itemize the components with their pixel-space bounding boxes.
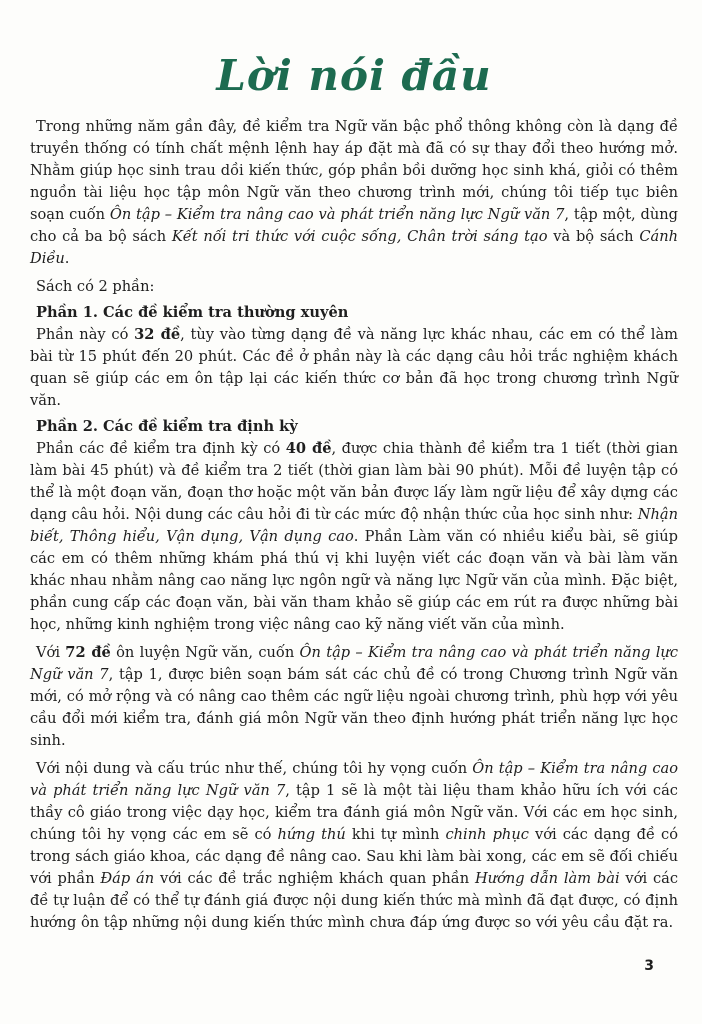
text-run: , tập 1 sẽ là một tài liệu tham khảo hữu ích với các thầy cô giáo trong việc dạy học, kiểm tra đánh giá môn Ngữ văn. Với các em học sinh, chúng tôi hy vọng các em sẽ có [30,782,678,843]
emphasis: chinh phục [445,826,529,843]
text-run: , tập 1, được biên soạn bám sát các chủ đề có trong Chương trình Ngữ văn mới, có mở rộng và có nâng cao thêm các ngữ liệu ngoài chương trình, phù hợp với yêu cầu đổi mới kiểm tra, đánh giá môn Ngữ văn theo định hướng phát triển năng lực học sinh. [30,666,678,749]
part2-paragraph [30,438,678,636]
page-number: 3 [644,958,654,974]
body-text [30,116,678,934]
part1-heading: Phần 1. Các đề kiểm tra thường xuyên [36,304,349,321]
text-run: , tùy vào từng dạng đề và năng lực khác nhau, các em có thể làm bài từ 15 phút đến 20 phút. Các đề ở phần này là các dạng câu hỏi trắc nghiệm khách quan sẽ giúp các em ôn tập lại các kiến thức cơ bản đã học trong chương trình Ngữ văn. [30,326,678,409]
text-run: , tập một, dùng cho cả ba bộ sách [30,206,678,245]
page-title: Lời nói đầu [216,51,492,100]
parts-intro: Sách có 2 phần: [36,278,155,295]
emphasis: hứng thú [277,826,346,843]
text-run: . [64,250,70,267]
series-name: Cánh Diều [30,228,678,267]
text-run: Với nội dung và cấu trúc như thế, chúng tôi hy vọng cuốn [36,760,473,777]
text-run: Phần các đề kiểm tra định kỳ có [36,440,286,457]
text-run: Với [36,644,66,661]
text-run: với các dạng đề có trong sách giáo khoa, các dạng đề nâng cao. Sau khi làm bài xong, các em sẽ đối chiếu với phần [30,826,678,887]
book-title: Ôn tập – Kiểm tra nâng cao và phát triển năng lực Ngữ văn 7 [109,206,565,223]
text-run: khi tự mình [345,826,446,843]
text-run: với các đề trắc nghiệm khách quan phần [154,870,475,887]
book-title: Ôn tập – Kiểm tra nâng cao và phát triển năng lực Ngữ văn 7 [30,644,678,683]
part2-heading: Phần 2. Các đề kiểm tra định kỳ [36,418,298,435]
book-title: Ôn tập – Kiểm tra nâng cao và phát triển năng lực Ngữ văn 7 [30,760,678,799]
closing-paragraph [30,758,678,934]
page [30,0,678,1024]
part1-paragraph [30,324,678,412]
series-name: Kết nối tri thức với cuộc sống, Chân trời sáng tạo [171,228,548,245]
test-count: 40 đề [285,440,332,457]
cognitive-levels: Nhận biết, Thông hiểu, Vận dụng, Vận dụng cao [30,506,678,545]
emphasis: Đáp án [100,870,155,887]
text-run: Trong những năm gần đây, đề kiểm tra Ngữ văn bậc phổ thông không còn là dạng đề truyền thống có tính chất mệnh lệnh hay áp đặt mà đã có sự thay đổi theo hướng mở. Nhằm giúp học sinh trau dồi kiến thức, góp phần bồi dưỡng học sinh khá, giỏi có thêm nguồn tài liệu học tập môn Ngữ văn theo chương trình mới, chúng tôi tiếp tục biên soạn cuốn [30,118,678,223]
text-run: . Phần Làm văn có nhiều kiểu bài, sẽ giúp các em có thêm những khám phá thú vị khi luyện viết các đoạn văn và bài làm văn khác nhau nhằm nâng cao năng lực ngôn ngữ và năng lực Ngữ văn của mình. Đặc biệt, phần cung cấp các đoạn văn, bài văn tham khảo sẽ giúp các em rút ra được những bài học, những kinh nghiệm trong việc nâng cao kỹ năng viết văn của mình. [30,528,678,633]
text-run: và bộ sách [547,228,640,245]
test-count: 72 đề [65,644,111,661]
summary-paragraph [30,642,678,752]
text-run: Phần này có [36,326,135,343]
text-run: , được chia thành đề kiểm tra 1 tiết (thời gian làm bài 45 phút) và đề kiểm tra 2 tiết (thời gian làm bài 90 phút). Mỗi đề luyện tập có thể là một đoạn văn, đoạn thơ hoặc một văn bản được lấy làm ngữ liệu để xây dựng các dạng câu hỏi. Nội dung các câu hỏi đi từ các mức độ nhận thức của học sinh như: [30,440,678,523]
test-count: 32 đề [134,326,181,343]
text-run: với các đề tự luận để có thể tự đánh giá được nội dung kiến thức mà mình đã đạt được, có định hướng ôn tập những nội dung kiến thức mình chưa đáp ứng được so với yêu cầu đặt ra. [30,870,678,931]
emphasis: Hướng dẫn làm bài [474,870,620,887]
intro-paragraph [30,116,678,270]
text-run: ôn luyện Ngữ văn, cuốn [110,644,300,661]
